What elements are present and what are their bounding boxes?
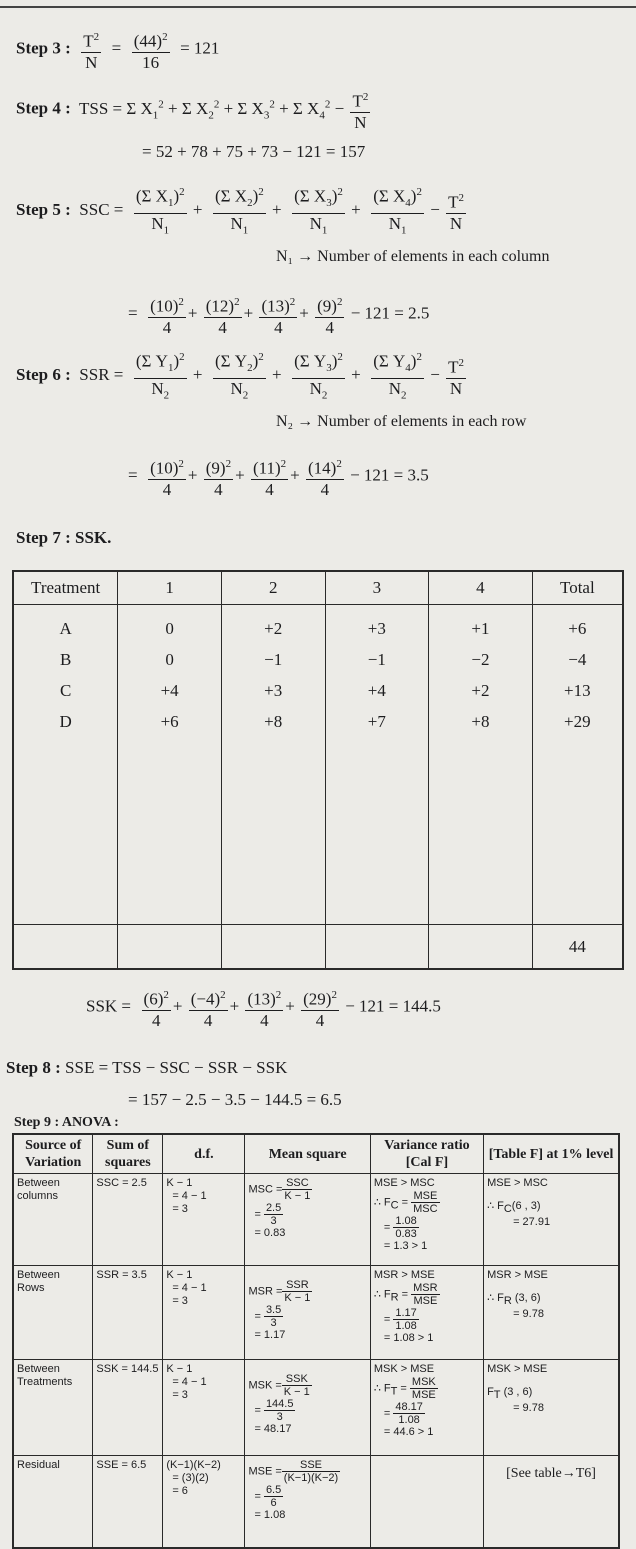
col-2: +2 −1 +3 +8 [221, 605, 325, 925]
header-cell: [Table F] at 1% level [484, 1134, 619, 1174]
header-cell: 3 [325, 571, 429, 605]
see-table-note: [See table→T6] [506, 1466, 596, 1481]
header-cell: Treatment [13, 571, 118, 605]
step5-note: N₁ → Number of elements in each column [276, 248, 550, 265]
step5-values: = $\frac{(10)^2}{4}$ + $\frac{(12)^2}{4}$ + $\frac{(13)^2}{4}$ + $\frac{(9)^2}{4}$ − 121 = 2.5 [128, 292, 429, 338]
step4-line2: = 52 + 78 + 75 + 73 − 121 = 157 [142, 142, 366, 161]
header-cell: Variance ratio [Cal F] [370, 1134, 483, 1174]
ssk-formula: SSK = $\frac{(6)^2}{4}$ + $\frac{(-4)^2}{4}$ + $\frac{(13)^2}{4}$ + $\frac{(29)^2}{4}$ − 121 = 144.5 [86, 985, 441, 1031]
table-row: Between columns SSC = 2.5 K − 1 = 4 − 1 = 3 MSC = SSC K − 1 = $\frac{2.5}{3}$ = 0.83 MSE > MSC ∴ $F_C$ = MSE MSC = $\frac{1.08}{0.83}$ = 1.3 > 1 MSE > MSC ∴ $F_C(6$ , 3) = 27.91 [13, 1174, 619, 1266]
step6: Step 6 : SSR = $\frac{(\Sigma Y_1)^2}{N_2}$ + $\frac{(\Sigma Y_2)^2}{N_2}$ + $\frac{(\Sigma Y_3)^2}{N_2}$ + $\frac{(\Sigma Y_4)^2}{N_2}$ − $\frac{T^2}{N}$ [16, 347, 468, 405]
step9-label: Step 9 : ANOVA : [14, 1115, 119, 1130]
anova-table [12, 1133, 620, 1549]
step6-note: N₂ → Number of elements in each row [276, 413, 527, 430]
header-cell: 1 [118, 571, 222, 605]
grand-total-row [13, 925, 623, 970]
step4: Step 4 : TSS = Σ $X_1^2 + \Sigma$ $X_2^2 + \Sigma$ $X_3^2 + \Sigma$ $X_4^2$ − $\frac{T^2}{N}$ [16, 87, 372, 133]
header-cell: 2 [221, 571, 325, 605]
step6-values: = $\frac{(10)^2}{4}$ + $\frac{(9)^2}{4}$ + $\frac{(11)^2}{4}$ + $\frac{(14)^2}{4}$ − 121 = 3.5 [128, 454, 429, 500]
anova-header-row [13, 1134, 619, 1174]
ssk-table [12, 570, 624, 970]
col-1: 0 0 +4 +6 [118, 605, 222, 925]
treatment-col: A B C D [13, 605, 118, 925]
header-cell: Source of Variation [13, 1134, 93, 1174]
step3: Step 3 : $\frac{T^2}{N}$ = $\frac{(44)^2}{16}$ = 121 [16, 27, 219, 73]
header-cell: Sum of squares [93, 1134, 163, 1174]
table-row: Residual SSE = 6.5 (K−1)(K−2) = (3)(2) = 6 MSE = SSE (K−1)(K−2) = $\frac{6.5}{6}$ = 1.08 [See table→T6] [13, 1456, 619, 1548]
step7-label: Step 7 : SSK. [16, 528, 112, 547]
header-cell: 4 [429, 571, 533, 605]
step8: Step 8 : SSE = TSS − SSC − SSR − SSK [6, 1058, 288, 1077]
table-header-row [13, 571, 623, 605]
step5: Step 5 : SSC = $\frac{(\Sigma X_1)^2}{N_1}$ + $\frac{(\Sigma X_2)^2}{N_1}$ + $\frac{(\Sigma X_3)^2}{N_1}$ + $\frac{(\Sigma X_4)^2}{N_1}$ − $\frac{T^2}{N}$ [16, 182, 468, 240]
top-rule [0, 6, 636, 8]
table-row: Between Rows SSR = 3.5 K − 1 = 4 − 1 = 3 MSR = SSR K − 1 = $\frac{3.5}{3}$ = 1.17 MSR > MSE ∴ $F_R$ = MSR MSE = $\frac{1.17}{1.08}$ = 1.08 > 1 MSR > MSE ∴ $F_R$ (3, 6) = 9.78 [13, 1266, 619, 1360]
table-row: Between Treatments SSK = 144.5 K − 1 = 4 − 1 = 3 MSK = SSK K − 1 = $\frac{144.5}{3}$ = 48.17 MSK > MSE ∴ $F_T$ = MSK MSE = $\frac{48.17}{1.08}$ = 44.6 > 1 MSK > MSE $F_T$ (3 , 6) = 9.78 [13, 1360, 619, 1456]
header-cell: d.f. [163, 1134, 245, 1174]
step8-line2: = 157 − 2.5 − 3.5 − 144.5 = 6.5 [128, 1090, 342, 1109]
grand-total: 44 [532, 925, 623, 970]
table-row [13, 605, 623, 925]
col-4: +1 −2 +2 +8 [429, 605, 533, 925]
total-col: +6 −4 +13 +29 [532, 605, 623, 925]
header-cell: Mean square [245, 1134, 370, 1174]
header-cell: Total [532, 571, 623, 605]
col-3: +3 −1 +4 +7 [325, 605, 429, 925]
